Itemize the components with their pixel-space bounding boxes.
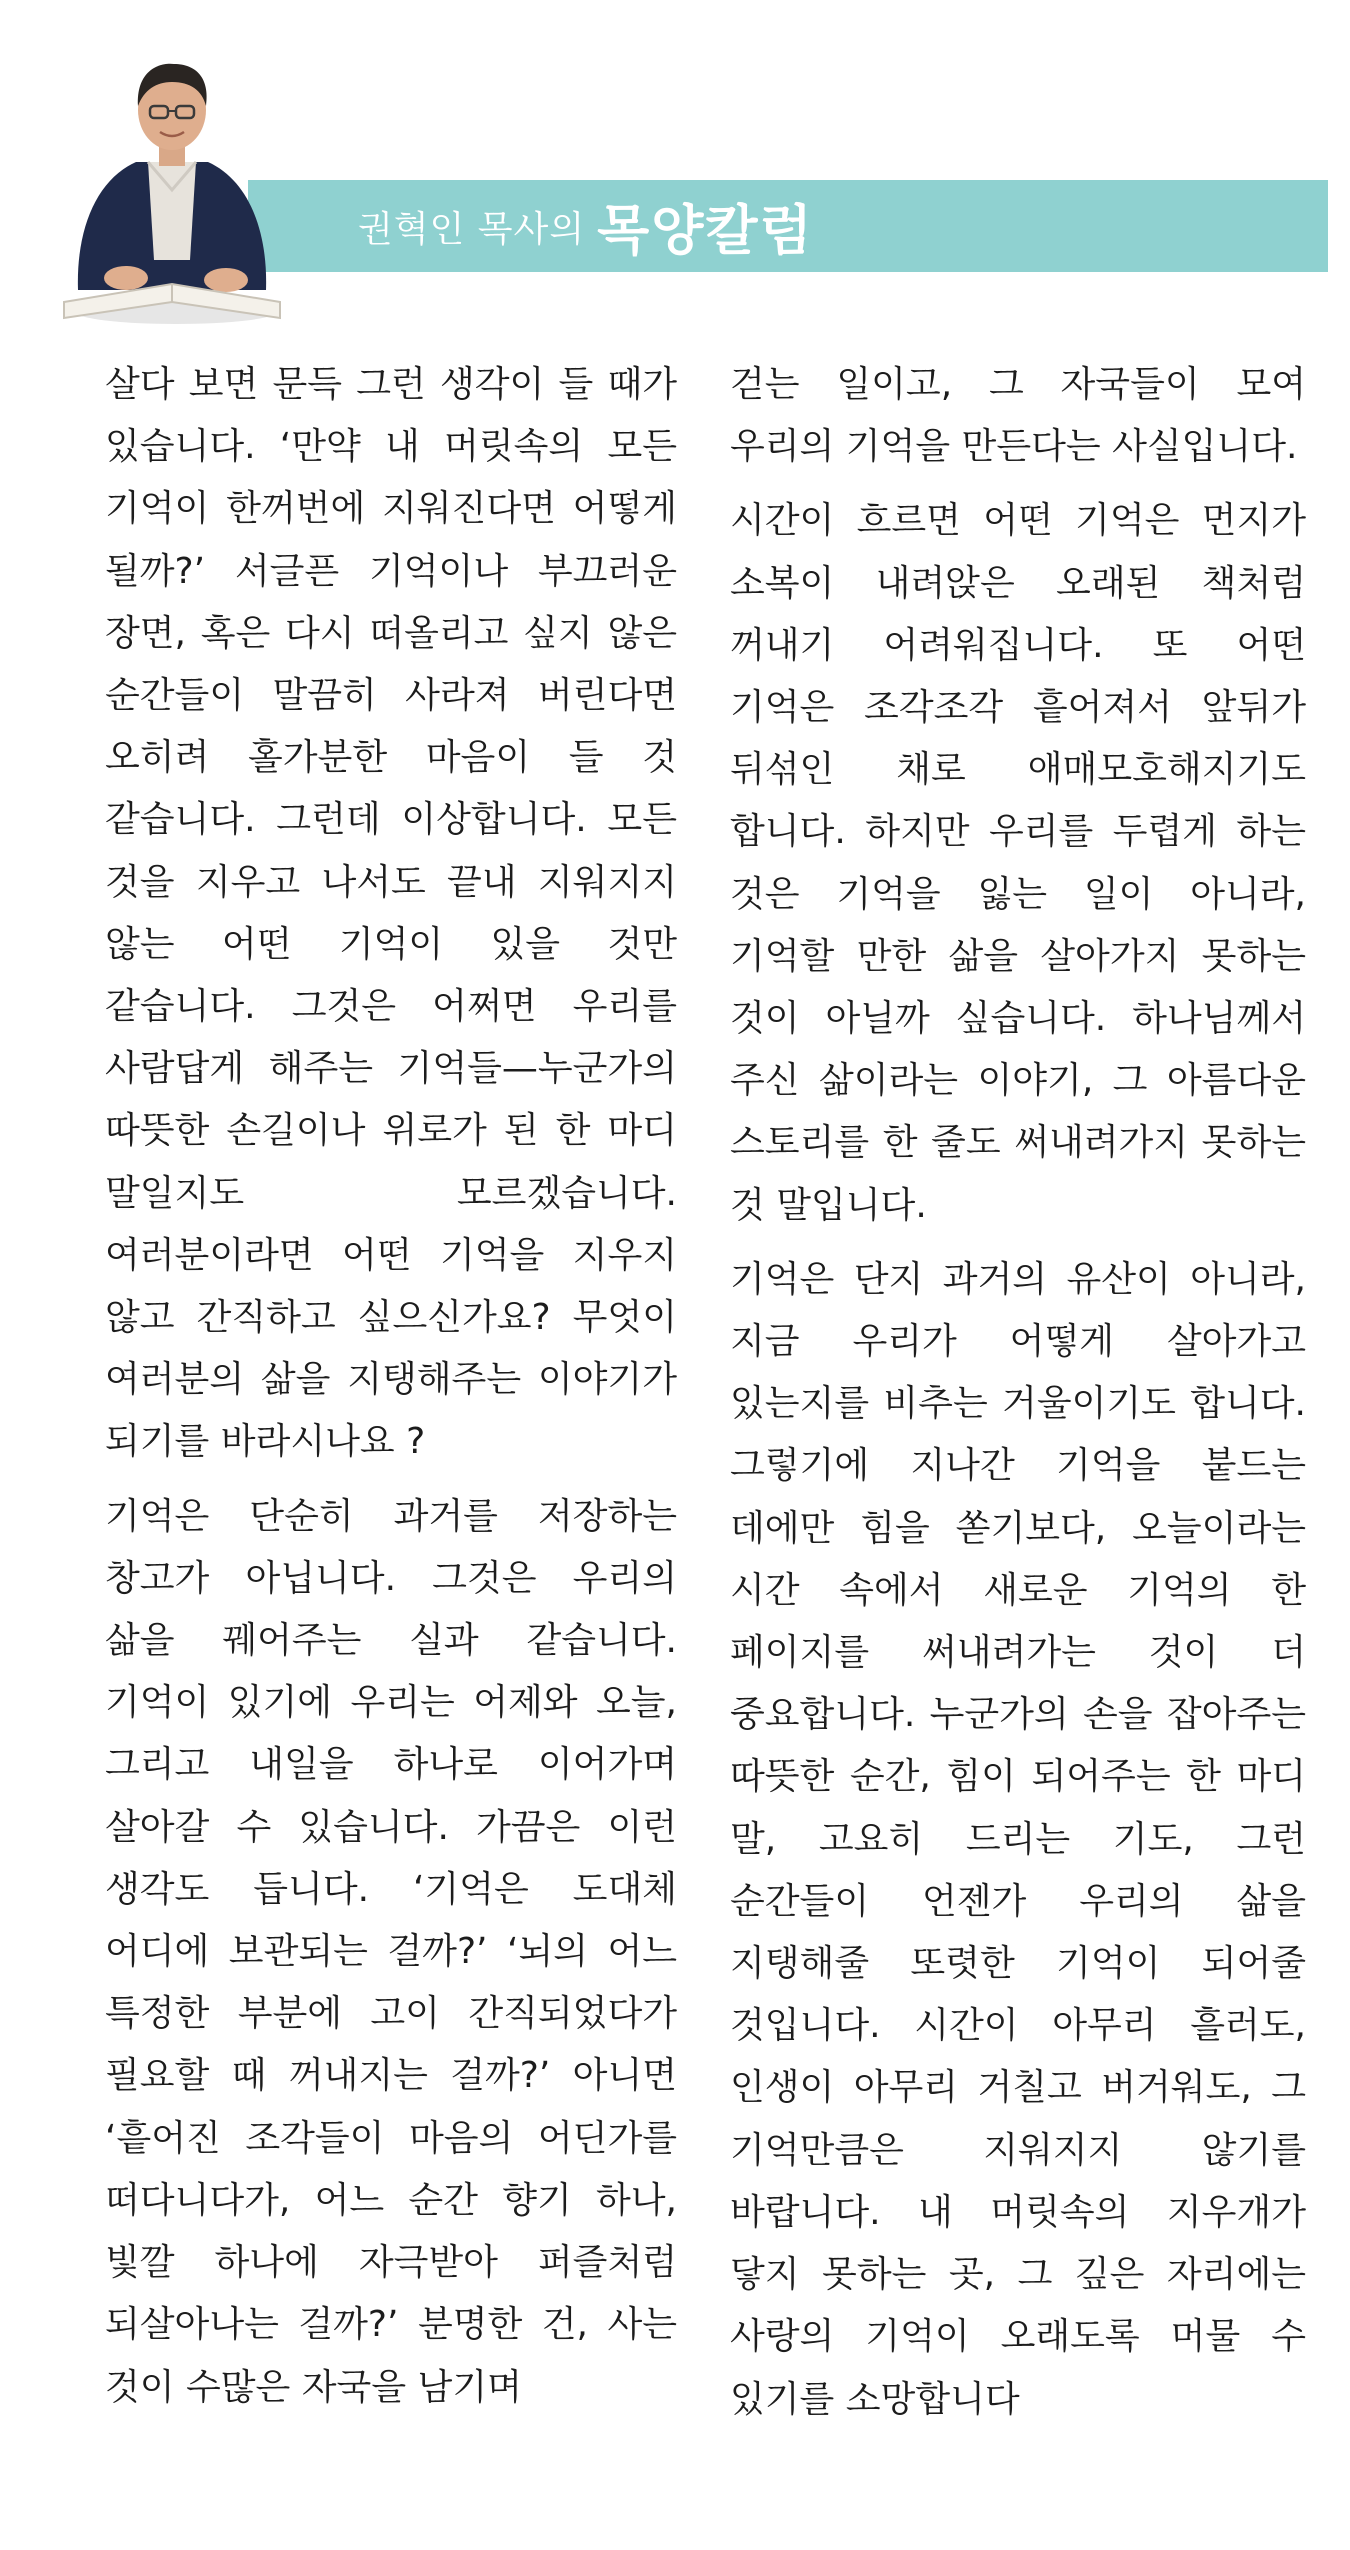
pastor-portrait-icon: [56, 40, 286, 330]
paragraph: 기억은 단지 과거의 유산이 아니라, 지금 우리가 어떻게 살아가고 있는지를 비추는 거울이기도 합니다. 그렇기에 지나간 기억을 붙드는 데에만 힘을 쏟기보다, 오늘이라는 시간 속에서 새로운 기억의 한 페이지를 써내려가는 것이 더 중요합니다. 누군가의 손을 잡아주는 따뜻한 순간, 힘이 되어주는 한 마디 말, 고요히 드리는 기도, 그런 순간들이 언젠가 우리의 삶을 지탱해줄 또렷한 기억이 되어줄 것입니다. 시간이 아무리 흘러도, 인생이 아무리 거칠고 버거워도, 그 기억만큼은 지워지지 않기를 바랍니다. 내 머릿속의 지우개가 닿지 못하는 곳, 그 깊은 자리에는 사랑의 기억이 오래도록 머물 수 있기를 소망합니다: [730, 1258, 1306, 2420]
column-body-left: [105, 354, 677, 2431]
title-banner: [248, 180, 1328, 272]
column-body-right: [730, 354, 1306, 2443]
column-header: [0, 0, 1350, 330]
paragraph: 시간이 흐르면 어떤 기억은 먼지가 소복이 내려앉은 오래된 책처럼 꺼내기 어려워집니다. 또 어떤 기억은 조각조각 흩어져서 앞뒤가 뒤섞인 채로 애매모호해지기도 합니다. 하지만 우리를 두렵게 하는 것은 기억을 잃는 일이 아니라, 기억할 만한 삶을 살아가지 못하는 것이 아닐까 싶습니다. 하나님께서 주신 삶이라는 이야기, 그 아름다운 스토리를 한 줄도 써내려가지 못하는 것 말입니다.: [730, 500, 1306, 1226]
paragraph: 기억은 단순히 과거를 저장하는 창고가 아닙니다. 그것은 우리의 삶을 꿰어주는 실과 같습니다. 기억이 있기에 우리는 어제와 오늘, 그리고 내일을 하나로 이어가며 살아갈 수 있습니다. 가끔은 이런 생각도 듭니다. ‘기억은 도대체 어디에 보관되는 걸까?’ ‘뇌의 어느 특정한 부분에 고이 간직되었다가 필요할 때 꺼내지는 걸까?’ 아니면 ‘흩어진 조각들이 마음의 어딘가를 떠다니다가, 어느 순간 향기 하나, 빛깔 하나에 자극받아 퍼즐처럼 되살아나는 걸까?’ 분명한 건, 사는 것이 수많은 자국을 남기며: [105, 1495, 677, 2408]
paragraph: 살다 보면 문득 그런 생각이 들 때가 있습니다. ‘만약 내 머릿속의 모든 기억이 한꺼번에 지워진다면 어떻게 될까?’ 서글픈 기억이나 부끄러운 장면, 혹은 다시 떠올리고 싶지 않은 순간들이 말끔히 사라져 버린다면 오히려 홀가분한 마음이 들 것 같습니다. 그런데 이상합니다. 모든 것을 지우고 나서도 끝내 지워지지 않는 어떤 기억이 있을 것만 같습니다. 그것은 어쩌면 우리를 사람답게 해주는 기억들—누군가의 따뜻한 손길이나 위로가 된 한 마디 말일지도 모르겠습니다. 여러분이라면 어떤 기억을 지우지 않고 간직하고 싶으신가요? 무엇이 여러분의 삶을 지탱해주는 이야기가 되기를 바라시나요 ?: [105, 364, 677, 1463]
column-subtitle: 권혁인 목사의: [358, 208, 586, 250]
column-title: 목양칼럼: [597, 198, 814, 262]
paragraph: 걷는 일이고, 그 자국들이 모여 우리의 기억을 만든다는 사실입니다.: [730, 364, 1306, 468]
banner-title-group: [358, 180, 814, 272]
